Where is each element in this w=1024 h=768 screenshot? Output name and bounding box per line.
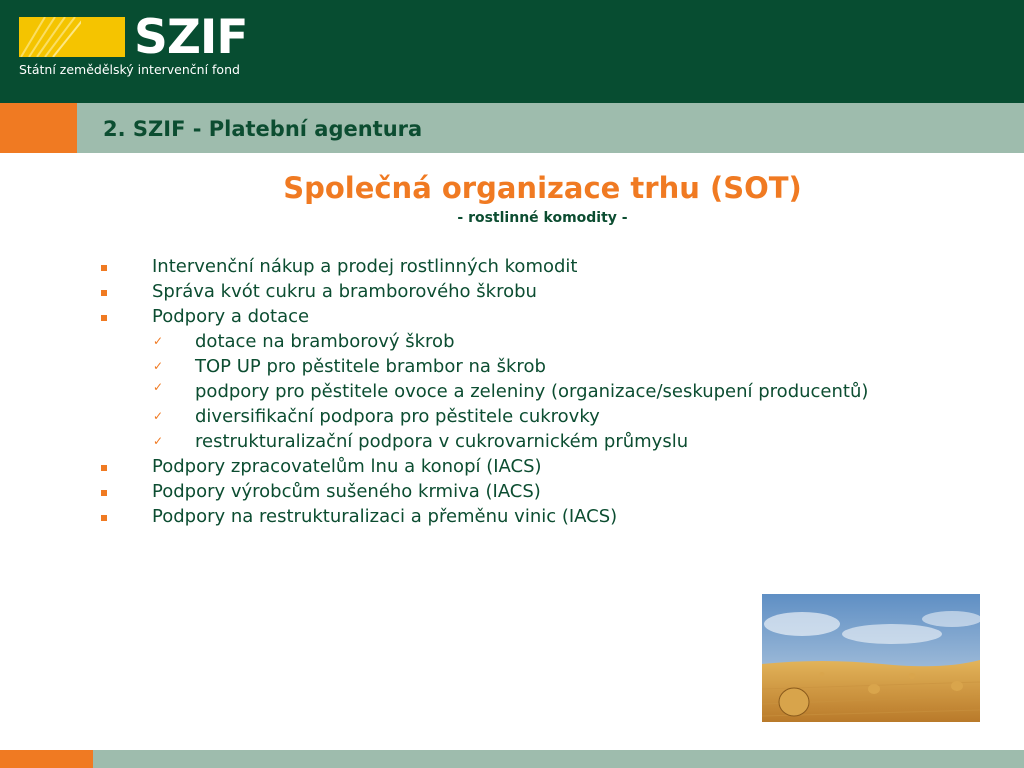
sub-list-item — [0, 429, 1024, 454]
sub-list-item — [0, 329, 1024, 354]
list-item-text: Podpory na restrukturalizaci a přeměnu vinic (IACS) — [152, 506, 618, 527]
list-item — [0, 479, 1024, 504]
checkmark-icon: ✓ — [153, 409, 164, 423]
square-bullet-icon — [101, 265, 107, 271]
list-item — [0, 304, 1024, 329]
square-bullet-icon — [101, 290, 107, 296]
square-bullet-icon — [101, 515, 107, 521]
list-item — [0, 454, 1024, 479]
list-item-text: restrukturalizační podpora v cukrovarnickém průmyslu — [195, 431, 689, 452]
section-title-accent — [0, 103, 77, 153]
checkmark-icon: ✓ — [153, 359, 164, 373]
logo-subtitle: Státní zemědělský intervenční fond — [19, 62, 240, 77]
list-item-text: Podpory výrobcům sušeného krmiva (IACS) — [152, 481, 541, 502]
list-item-text: Správa kvót cukru a bramborového škrobu — [152, 281, 537, 302]
sub-list-item — [0, 379, 1024, 404]
list-item-text: Podpory a dotace — [152, 306, 310, 327]
checkmark-icon: ✓ — [153, 334, 164, 348]
slide-title: Společná organizace trhu (SOT) — [283, 171, 802, 205]
list-item-text: Podpory zpracovatelům lnu a konopí (IACS) — [152, 456, 542, 477]
list-item-text: diversifikační podpora pro pěstitele cukrovky — [195, 406, 600, 427]
square-bullet-icon — [101, 465, 107, 471]
list-item — [0, 504, 1024, 529]
checkmark-icon: ✓ — [153, 434, 164, 448]
szif-logo-icon — [19, 17, 125, 57]
square-bullet-icon — [101, 315, 107, 321]
list-item — [0, 254, 1024, 279]
list-item-text: TOP UP pro pěstitele brambor na škrob — [195, 356, 546, 377]
slide-subtitle: - rostlinné komodity - — [457, 210, 628, 226]
sub-list-item — [0, 404, 1024, 429]
section-title: 2. SZIF - Platební agentura — [103, 117, 423, 141]
square-bullet-icon — [101, 490, 107, 496]
footer-accent — [0, 750, 93, 768]
footer-band — [0, 750, 1024, 768]
bullet-list — [0, 254, 1024, 529]
checkmark-icon: ✓ — [153, 380, 164, 394]
list-item-text: podpory pro pěstitele ovoce a zeleniny (organizace/seskupení producentů) — [195, 381, 869, 402]
list-item-text: dotace na bramborový škrob — [195, 331, 455, 352]
hay-bales-field-photo — [762, 594, 980, 722]
list-item — [0, 279, 1024, 304]
logo-text: SZIF — [134, 10, 248, 65]
list-item-text: Intervenční nákup a prodej rostlinných komodit — [152, 256, 578, 277]
